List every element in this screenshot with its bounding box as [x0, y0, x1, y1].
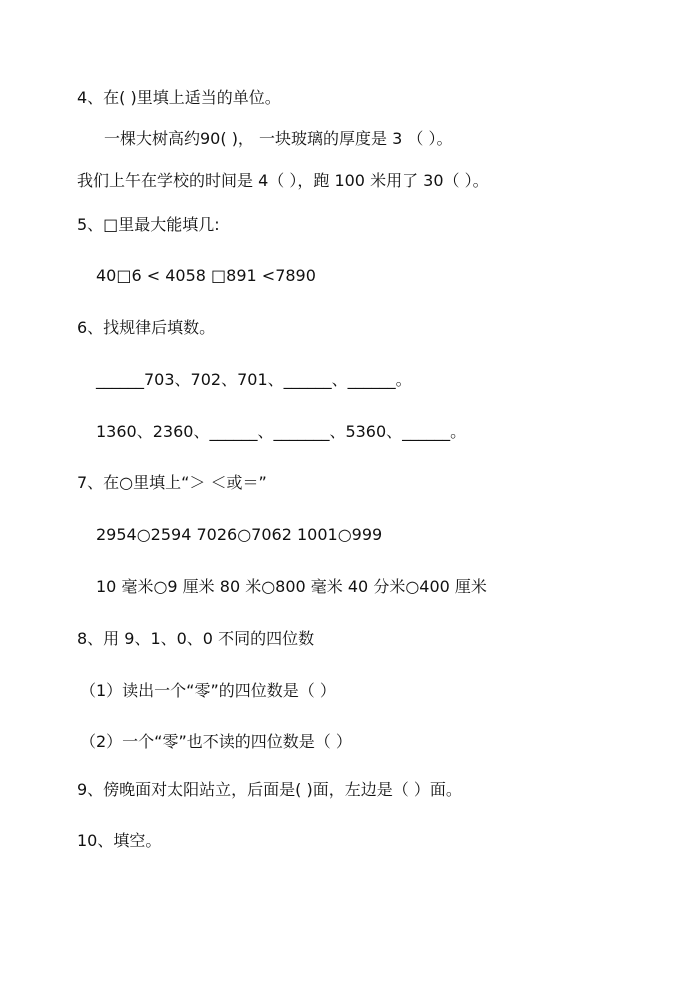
question-5-heading: 5、□里最大能填几:: [77, 215, 220, 234]
question-10-heading: 10、填空。: [77, 831, 162, 850]
question-7-row-1: 2954○2594 7026○7062 1001○999: [96, 525, 383, 544]
question-7-row-2: 10 毫米○9 厘米 80 米○800 毫米 40 分米○400 厘米: [96, 577, 487, 596]
question-4-line-2: 我们上午在学校的时间是 4（ ），跑 100 米用了 30（ ）。: [77, 171, 489, 190]
question-7-heading: 7、在○里填上“＞ ＜或＝”: [77, 473, 267, 492]
question-5-items: 40□6 < 4058 □891 <7890: [96, 266, 316, 285]
question-9: 9、傍晚面对太阳站立，后面是( )面，左边是（ ）面。: [77, 780, 462, 799]
question-6-heading: 6、找规律后填数。: [77, 318, 216, 337]
question-4-line-1: 一棵大树高约90( )， 一块玻璃的厚度是 3 （ ）。: [104, 129, 453, 148]
question-8-part-1: （1）读出一个“零”的四位数是（ ）: [80, 681, 336, 700]
question-4-heading: 4、在( )里填上适当的单位。: [77, 88, 281, 107]
question-6-sequence-1: ______703、702、701、______、______。: [96, 370, 412, 389]
question-8-part-2: （2）一个“零”也不读的四位数是（ ）: [80, 732, 352, 751]
question-6-sequence-2: 1360、2360、______、_______、5360、______。: [96, 422, 467, 441]
question-8-heading: 8、用 9、1、0、0 不同的四位数: [77, 629, 315, 648]
